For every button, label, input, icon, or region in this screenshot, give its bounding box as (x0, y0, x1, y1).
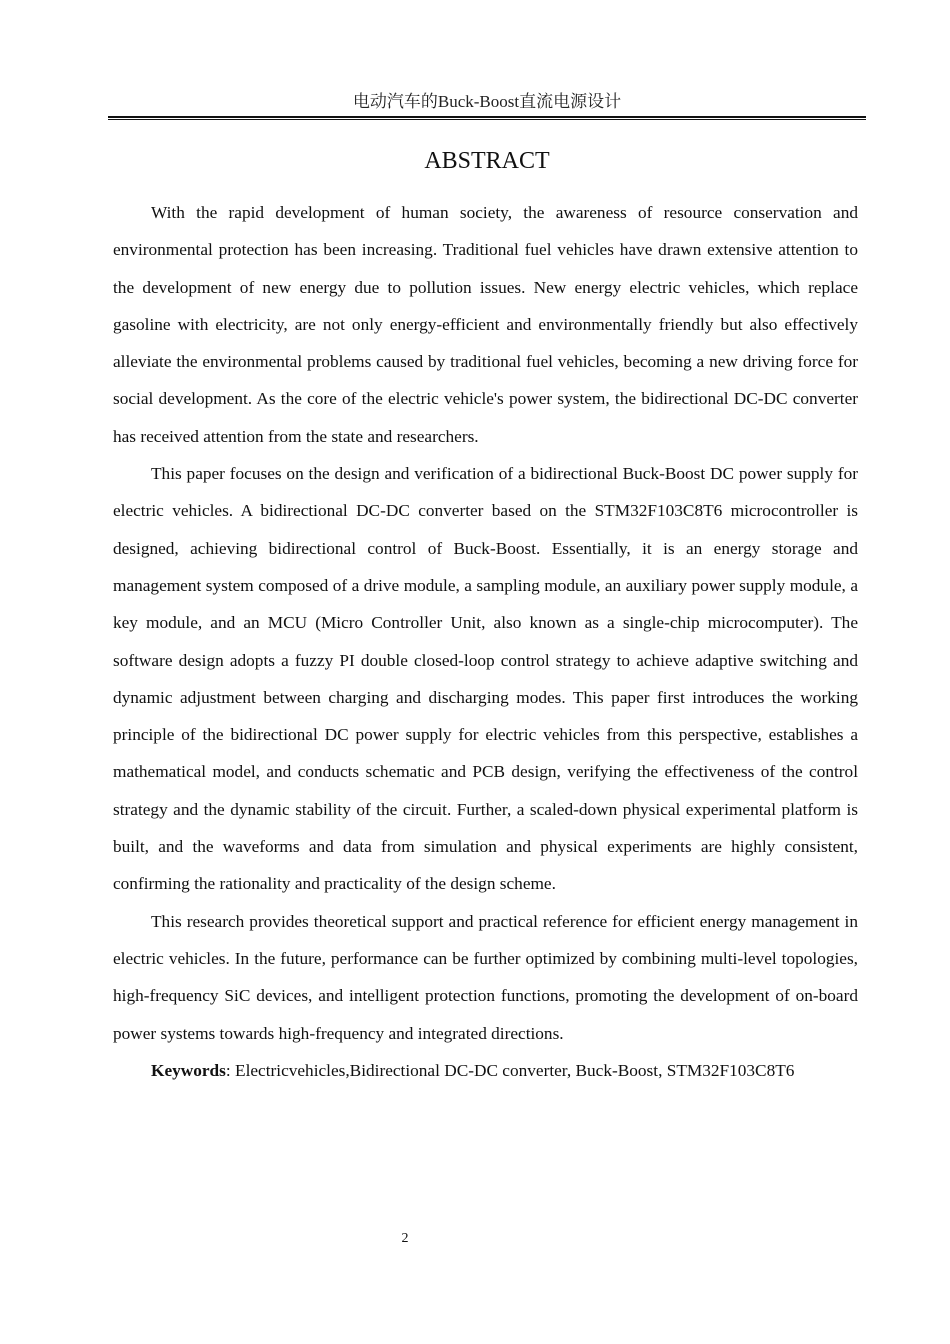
abstract-title: ABSTRACT (424, 148, 550, 174)
abstract-paragraph-1: With the rapid development of human society, the awareness of resource conservation and environmental protection has been increasing. Traditional fuel vehicles have drawn extensive attention to the development of new energy due to pollution issues. New energy electric vehicles, which replace gasoline with electricity, are not only energy-efficient and environmentally friendly but also effectively alleviate the environmental problems caused by traditional fuel vehicles, becoming a new driving force for social development. As the core of the electric vehicle's power system, the bidirectional DC-DC converter has received attention from the state and researchers. (113, 203, 858, 446)
abstract-paragraph-3: This research provides theoretical support and practical reference for efficient energy management in electric vehicles. In the future, performance can be further optimized by combining multi-level topologies, high-frequency SiC devices, and intelligent protection functions, promoting the development of on-board power systems towards high-frequency and integrated directions. (113, 911, 858, 1043)
keywords-line (113, 1052, 858, 1089)
abstract-body (113, 194, 858, 1089)
page-number: 2 (401, 1231, 409, 1246)
keywords-label: Keywords (151, 1060, 226, 1080)
running-header-title: 电动汽车的Buck-Boost直流电源设计 (352, 92, 622, 111)
abstract-paragraph-2: This paper focuses on the design and verification of a bidirectional Buck-Boost DC power supply for electric vehicles. A bidirectional DC-DC converter based on the STM32F103C8T6 microcontroller is designed, achieving bidirectional control of Buck-Boost. Essentially, it is an energy storage and management system composed of a drive module, a sampling module, an auxiliary power supply module, a key module, and an MCU (Micro Controller Unit, also known as a single-chip microcomputer). The software design adopts a fuzzy PI double closed-loop control strategy to achieve adaptive switching and dynamic adjustment between charging and discharging modes. This paper first introduces the working principle of the bidirectional DC power supply for electric vehicles from this perspective, establishes a mathematical model, and conducts schematic and PCB design, verifying the effectiveness of the control strategy and the dynamic stability of the circuit. Further, a scaled-down physical experimental platform is built, and the waveforms and data from simulation and physical experiments are highly consistent, confirming the rationality and practicality of the design scheme. (113, 464, 858, 894)
header-double-rule (108, 116, 866, 120)
keywords-text: : Electricvehicles,Bidirectional DC-DC converter, Buck-Boost, STM32F103C8T6 (225, 1060, 795, 1080)
